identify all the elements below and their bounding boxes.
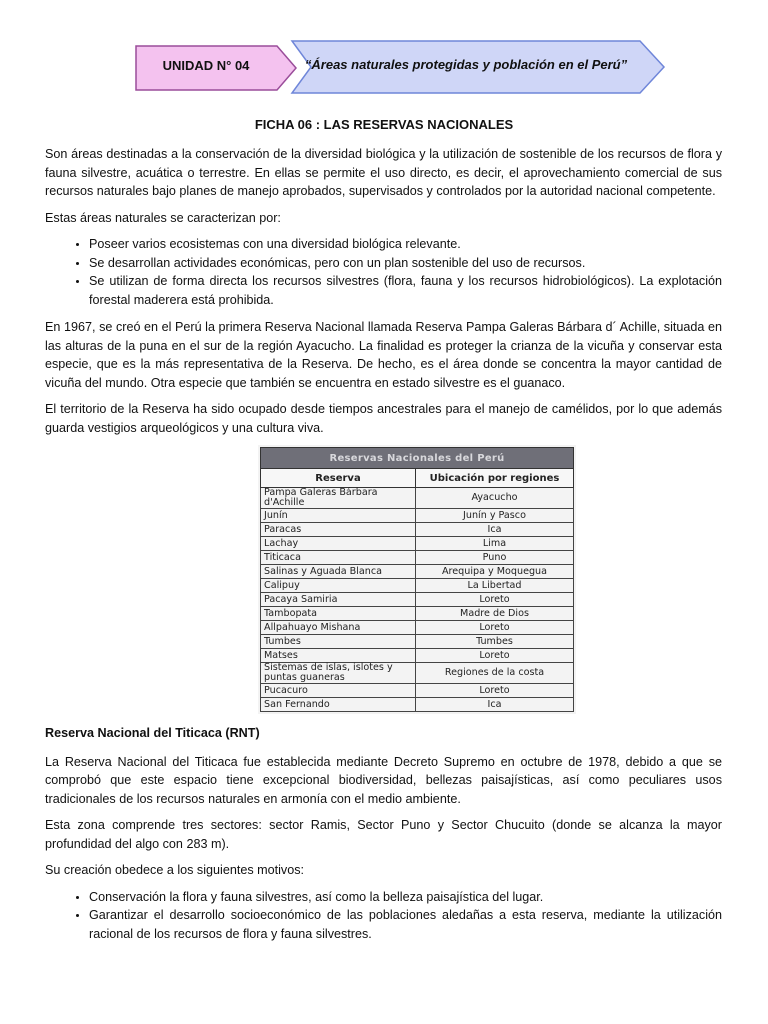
table-row (261, 684, 574, 698)
rnt-paragraph-2: Esta zona comprende tres sectores: sector Ramis, Sector Puno y Sector Chucuito (donde se alcanza la mayor profundidad del algo con 283 m). (45, 818, 722, 851)
list-item: • Se utilizan de forma directa los recursos silvestres (flora, fauna y los recursos hidrobiológicos). La explotación forestal maderera está prohibida. (89, 272, 722, 309)
column-header: Ubicación por regiones (416, 469, 574, 488)
reserves-table (260, 447, 574, 712)
table-row (261, 509, 574, 523)
table-row (261, 579, 574, 593)
reserve-cell: Pampa Galeras Bárbara d'Achille (261, 488, 416, 509)
list-item: • Garantizar el desarrollo socioeconómico de las poblaciones aledañas a esta reserva, mediante la utilización racional de los recursos de flora y fauna silvestres. (89, 906, 722, 943)
reserve-cell: San Fernando (261, 698, 416, 712)
region-cell: Loreto (416, 593, 574, 607)
reserve-cell: Pacaya Samiria (261, 593, 416, 607)
reserve-cell: Paracas (261, 523, 416, 537)
table-row (261, 649, 574, 663)
characteristics-intro: Estas áreas naturales se caracterizan por: (45, 210, 281, 225)
table-row (261, 593, 574, 607)
table-row (261, 537, 574, 551)
reserve-cell: Junín (261, 509, 416, 523)
table-row (261, 698, 574, 712)
column-header: Reserva (261, 469, 416, 488)
region-cell: Lima (416, 537, 574, 551)
reserve-cell: Calipuy (261, 579, 416, 593)
table-row (261, 523, 574, 537)
list-item: • Se desarrollan actividades económicas, pero con un plan sostenible del uso de recursos. (89, 254, 722, 273)
list-item: • Conservación la flora y fauna silvestres, así como la belleza paisajística del lugar. (89, 888, 722, 907)
table-row (261, 663, 574, 684)
table-row (261, 551, 574, 565)
region-cell: Loreto (416, 649, 574, 663)
table-row (261, 488, 574, 509)
territory-paragraph: El territorio de la Reserva ha sido ocupado desde tiempos ancestrales para el manejo de camélidos, por lo que además guarda vestigios arqueológicos y una cultura viva. (45, 402, 722, 435)
unit-title: “Áreas naturales protegidas y población en el Perú” (304, 57, 628, 72)
motives-list (45, 888, 722, 944)
characteristics-list (45, 235, 722, 309)
region-cell: Arequipa y Moquegua (416, 565, 574, 579)
reserve-cell: Titicaca (261, 551, 416, 565)
region-cell: Ica (416, 698, 574, 712)
region-cell: Madre de Dios (416, 607, 574, 621)
region-cell: Loreto (416, 621, 574, 635)
region-cell: Puno (416, 551, 574, 565)
reserve-cell: Pucacuro (261, 684, 416, 698)
table-caption: Reservas Nacionales del Perú (261, 448, 574, 469)
motives-intro: Su creación obedece a los siguientes motivos: (45, 863, 305, 877)
region-cell: Ica (416, 523, 574, 537)
region-cell: Junín y Pasco (416, 509, 574, 523)
header-banner (0, 0, 768, 110)
table-row (261, 621, 574, 635)
region-cell: Tumbes (416, 635, 574, 649)
unit-label: UNIDAD N° 04 (162, 58, 250, 73)
region-cell: Ayacucho (416, 488, 574, 509)
history-paragraph: En 1967, se creó en el Perú la primera Reserva Nacional llamada Reserva Pampa Galeras Bárbara d´ Achille, situada en las alturas de la puna en el sur de la región Ayacucho. La finalidad es proteger la crianza de la vicuña y conservar esta especie, que es la más representativa de la Reserva. De hecho, es el área donde se concentra la mayor cantidad de vicuña del mundo. Otra especie que también se encuentra en estado silvestre es el guanaco. (45, 320, 722, 390)
region-cell: Regiones de la costa (416, 663, 574, 684)
list-item: • Poseer varios ecosistemas con una diversidad biológica relevante. (89, 235, 722, 254)
table-body (261, 488, 574, 712)
reserve-cell: Matses (261, 649, 416, 663)
table-row (261, 635, 574, 649)
region-cell: Loreto (416, 684, 574, 698)
table-row (261, 607, 574, 621)
ficha-title: FICHA 06 : LAS RESERVAS NACIONALES (254, 117, 514, 132)
region-cell: La Libertad (416, 579, 574, 593)
reserves-table-figure (258, 445, 576, 714)
intro-paragraph: Son áreas destinadas a la conservación de la diversidad biológica y la utilización de sostenible de los recursos de flora y fauna silvestre, acuática o terrestre. En ellas se permite el uso directo, es decir, el aprovechamiento comercial de sus recursos naturales bajo planes de manejo aprobados, supervisados y controlados por la autoridad nacional competente. (45, 147, 722, 198)
reserve-cell: Sistemas de islas, islotes y puntas guaneras (261, 663, 416, 684)
reserve-cell: Tambopata (261, 607, 416, 621)
reserve-cell: Tumbes (261, 635, 416, 649)
reserve-cell: Salinas y Aguada Blanca (261, 565, 416, 579)
reserve-cell: Allpahuayo Mishana (261, 621, 416, 635)
rnt-paragraph-1: La Reserva Nacional del Titicaca fue establecida mediante Decreto Supremo en octubre de 1978, debido a que se comprobó que este espacio tiene excepcional biodiversidad, bellezas paisajísticas, así como peculiares usos tradicionales de los recursos naturales en armonía con el medio ambiente. (45, 754, 722, 806)
header-shapes (0, 0, 768, 110)
document-body (45, 145, 722, 952)
reserve-cell: Lachay (261, 537, 416, 551)
table-row (261, 565, 574, 579)
rnt-heading: Reserva Nacional del Titicaca (RNT) (45, 726, 260, 740)
